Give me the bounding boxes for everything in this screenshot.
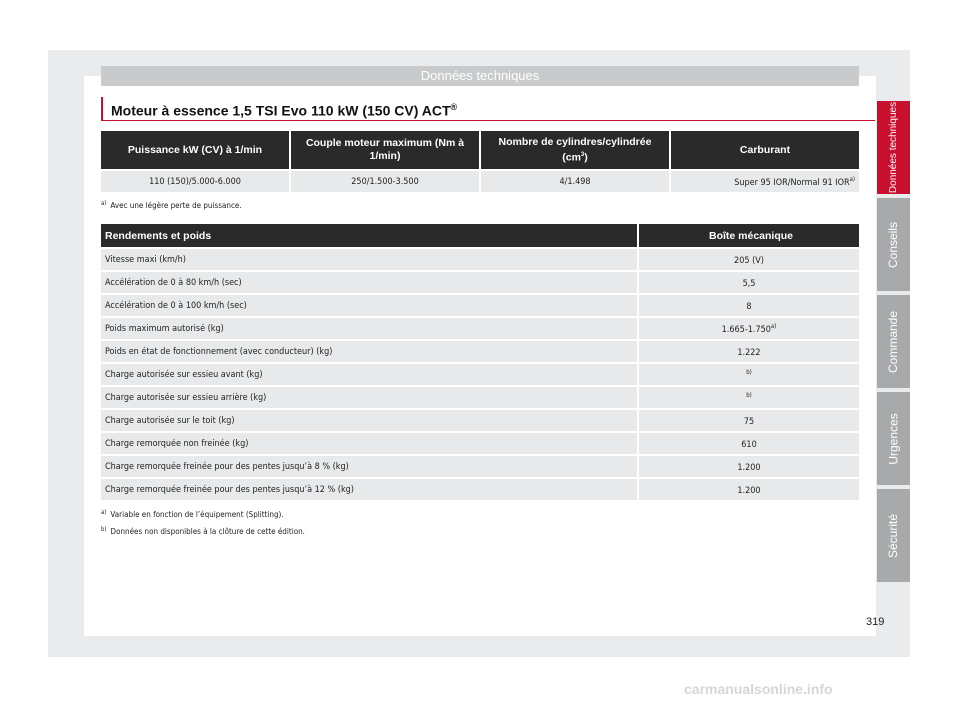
engine-fuel-value: Super 95 IOR/Normal 91 IOR$^{a)}$: [671, 171, 859, 192]
row-label: Charge remorquée non freinée (kg): [101, 433, 637, 454]
engine-table-header-row: [101, 131, 859, 169]
row-label: Charge autorisée sur essieu avant (kg): [101, 364, 637, 385]
side-tab-conseils[interactable]: Conseils: [877, 198, 910, 291]
row-label: Charge remorquée freinée pour des pentes jusqu’à 8 % (kg): [101, 456, 637, 477]
row-value: b): [639, 364, 859, 385]
performance-table: [99, 222, 861, 502]
row-label: Charge autorisée sur le toit (kg): [101, 410, 637, 431]
row-label: Accélération de 0 à 100 km/h (sec): [101, 295, 637, 316]
page-number: 319: [866, 616, 885, 628]
row-label: Charge remorquée freinée pour des pentes jusqu’à 12 % (kg): [101, 479, 637, 500]
registered-mark: ®: [450, 102, 458, 112]
table-row: [101, 295, 859, 316]
title-text: Moteur à essence 1,5 TSI Evo 110 kW (150 CV) ACT: [111, 102, 451, 119]
table-row: [101, 387, 859, 408]
engine-header-cylinders: Nombre de cylindres/cylindrée $(cm^3)$: [481, 131, 669, 169]
engine-power-value: 110 (150)/5.000-6.000: [101, 171, 289, 192]
page-title: [101, 97, 871, 121]
table-row: [101, 479, 859, 500]
side-tab-donnees-techniques[interactable]: Données techniques: [877, 101, 910, 194]
engine-footnote: $^{a)}$ Avec une légère perte de puissance.: [101, 200, 242, 210]
table-row: [101, 341, 859, 362]
side-tab-urgences[interactable]: Urgences: [877, 392, 910, 485]
table-row: [101, 433, 859, 454]
performance-header-gearbox: Boîte mécanique: [639, 224, 859, 247]
row-value: 205 (V): [639, 249, 859, 270]
row-label: Vitesse maxi (km/h): [101, 249, 637, 270]
engine-header-torque: Couple moteur maximum (Nm à 1/min): [291, 131, 479, 169]
engine-cylinders-value: 4/1.498: [481, 171, 669, 192]
side-tab-commande[interactable]: Commande: [877, 295, 910, 388]
performance-header-row: [101, 224, 859, 247]
row-value: 1.665-1.750$^{a)}$: [639, 318, 859, 339]
side-tab-securite[interactable]: Sécurité: [877, 489, 910, 582]
table-row: [101, 249, 859, 270]
performance-footnote-a: $^{a)}$ Variable en fonction de l’équipement (Splitting).: [101, 509, 284, 519]
row-value: 1.200: [639, 479, 859, 500]
section-header: Données techniques: [101, 66, 859, 86]
performance-footnote-b: $^{b)}$ Données non disponibles à la clôture de cette édition.: [101, 526, 305, 536]
watermark: carmanualsonline.info: [684, 681, 833, 697]
table-row: [101, 410, 859, 431]
row-value: 8: [639, 295, 859, 316]
engine-table-row: [101, 171, 859, 192]
performance-header-label: Rendements et poids: [101, 224, 637, 247]
table-row: [101, 456, 859, 477]
row-value: 75: [639, 410, 859, 431]
engine-table: [99, 129, 861, 194]
row-label: Accélération de 0 à 80 km/h (sec): [101, 272, 637, 293]
row-label: Charge autorisée sur essieu arrière (kg): [101, 387, 637, 408]
table-row: [101, 318, 859, 339]
row-value: b): [639, 387, 859, 408]
table-row: [101, 272, 859, 293]
table-row: [101, 364, 859, 385]
row-label: Poids maximum autorisé (kg): [101, 318, 637, 339]
engine-header-power: Puissance kW (CV) à 1/min: [101, 131, 289, 169]
row-value: 5,5: [639, 272, 859, 293]
engine-header-fuel: Carburant: [671, 131, 859, 169]
row-label: Poids en état de fonctionnement (avec conducteur) (kg): [101, 341, 637, 362]
row-value: 1.222: [639, 341, 859, 362]
engine-torque-value: 250/1.500-3.500: [291, 171, 479, 192]
row-value: 1.200: [639, 456, 859, 477]
row-value: 610: [639, 433, 859, 454]
title-underline: [101, 120, 875, 121]
